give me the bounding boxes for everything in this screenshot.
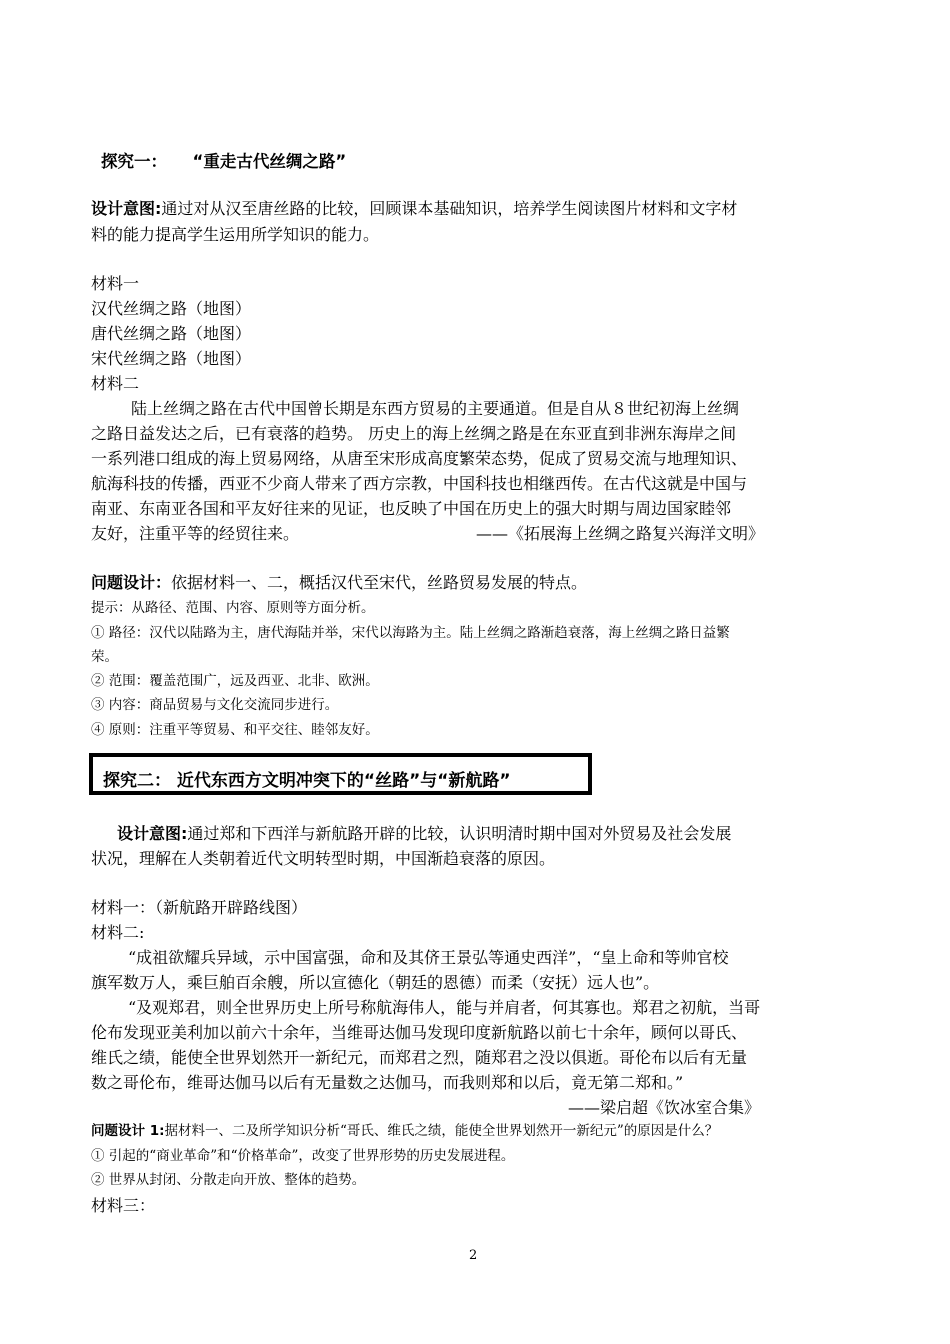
- page-number: 2: [469, 1248, 478, 1263]
- section1-material2-line3: 一系列港口组成的海上贸易网络，从唐至宋形成高度繁荣态势，促成了贸易交流与地理知识、: [91, 449, 748, 468]
- section2-quote2-line2: 伦布发现亚美利加以前六十余年，当维哥达伽马发现印度新航路以前七十余年，顾何以哥氏、: [91, 1023, 748, 1042]
- section1-material2-line5: 南亚、东南亚各国和平友好往来的见证，也反映了中国在历史上的强大时期与周边国家睦邻: [91, 499, 732, 518]
- section1-material2-label: 材料二: [91, 374, 140, 393]
- section2-question-label: 问题设计 1:: [91, 1123, 165, 1139]
- section1-material2-line4: 航海科技的传播，西亚不少商人带来了西方宗教，中国科技也相继西传。在古代这就是中国与: [91, 474, 748, 493]
- section1-intent-line1: [91, 196, 737, 222]
- section2-quote2-line4: 数之哥伦布，维哥达伽马以后有无量数之达伽马，而我则郑和以后，竟无第二郑和。”: [91, 1073, 684, 1092]
- section2-question-text: 据材料一、二及所学知识分析“哥氏、维氏之绩，能使全世界划然开一新纪元”的原因是什么？: [164, 1123, 719, 1139]
- section1-map-tang: 唐代丝绸之路（地图）: [91, 324, 252, 343]
- section1-question-text: 依据材料一、二，概括汉代至宋代，丝路贸易发展的特点。: [171, 573, 588, 592]
- section2-title-box: [89, 753, 592, 795]
- section2-question: [91, 1119, 718, 1143]
- section2-quote1-line2: 旗军数万人，乘巨舶百余艘，所以宣德化（朝廷的恩德）而柔（安抚）远人也”。: [91, 973, 660, 992]
- section1-intent-text1: 通过对从汉至唐丝路的比较，回顾课本基础知识，培养学生阅读图片材料和文字材: [161, 199, 738, 218]
- section1-material2-line6: 友好，注重平等的经贸往来。: [91, 524, 300, 543]
- section2-title: 探究二： 近代东西方文明冲突下的“丝路”与“新航路”: [103, 771, 511, 791]
- section2-intent-line1: [117, 821, 731, 847]
- section1-answer1-line2: 荣。: [91, 649, 118, 665]
- section1-title-quote: “重走古代丝绸之路”: [192, 152, 347, 171]
- section2-material2-label: 材料二:: [91, 923, 145, 942]
- section2-quote2-line3: 维氏之绩，能使全世界划然开一新纪元，而郑君之烈，随郑君之没以俱逝。哥伦布以后有无量: [91, 1048, 748, 1067]
- section1-map-song: 宋代丝绸之路（地图）: [91, 349, 252, 368]
- section1-intent-line2: 料的能力提高学生运用所学知识的能力。: [91, 225, 380, 244]
- section1-answer2: ② 范围：覆盖范围广，远及西亚、北非、欧洲。: [91, 673, 379, 689]
- section2-answer2: ② 世界从封闭、分散走向开放、整体的趋势。: [91, 1172, 366, 1188]
- section2-intent-line2: 状况，理解在人类朝着近代文明转型时期，中国渐趋衰落的原因。: [91, 849, 556, 868]
- section1-question-label: 问题设计：: [91, 573, 172, 592]
- section2-material3-label: 材料三：: [91, 1196, 156, 1215]
- section1-material2-line1: 陆上丝绸之路在古代中国曾长期是东西方贸易的主要通道。但是自从８世纪初海上丝绸: [131, 399, 740, 418]
- section1-question: [91, 570, 587, 596]
- section1-title-label: 探究一：: [101, 152, 167, 171]
- section2-quote1-line1: “成祖欲耀兵异域，示中国富强，命和及其侪王景弘等通史西洋”，“皇上命和等帅官校: [128, 948, 729, 967]
- section1-hint: 提示：从路径、范围、内容、原则等方面分析。: [91, 600, 375, 616]
- section2-material1: 材料一：（新航路开辟路线图）: [91, 898, 308, 917]
- section1-map-han: 汉代丝绸之路（地图）: [91, 299, 252, 318]
- section1-material2-line2: 之路日益发达之后，已有衰落的趋势。 历史上的海上丝绸之路是在东亚直到非洲东海岸之间: [91, 424, 737, 443]
- section2-intent-label: 设计意图:: [117, 824, 188, 843]
- section1-answer1-line1: ① 路径：汉代以陆路为主，唐代海陆并举，宋代以海路为主。陆上丝绸之路渐趋衰落，海上丝绸之路日益繁: [91, 625, 730, 641]
- section2-quote2-line1: “及观郑君，则全世界历史上所号称航海伟人，能与并肩者，何其寡也。郑君之初航，当哥: [128, 998, 761, 1017]
- section1-intent-label: 设计意图:: [91, 199, 162, 218]
- section2-quote2-source: ——梁启超《饮冰室合集》: [568, 1098, 761, 1117]
- section1-answer4: ④ 原则：注重平等贸易、和平交往、睦邻友好。: [91, 722, 379, 738]
- section1-answer3: ③ 内容：商品贸易与文化交流同步进行。: [91, 697, 339, 713]
- section1-material1-label: 材料一: [91, 274, 140, 293]
- section1-material2-source: ——《拓展海上丝绸之路复兴海洋文明》: [476, 524, 765, 543]
- section2-intent-text1: 通过郑和下西洋与新航路开辟的比较，认识明清时期中国对外贸易及社会发展: [187, 824, 732, 843]
- section1-title: [101, 148, 346, 172]
- section2-answer1: ① 引起的“商业革命”和“价格革命”，改变了世界形势的历史发展进程。: [91, 1148, 515, 1164]
